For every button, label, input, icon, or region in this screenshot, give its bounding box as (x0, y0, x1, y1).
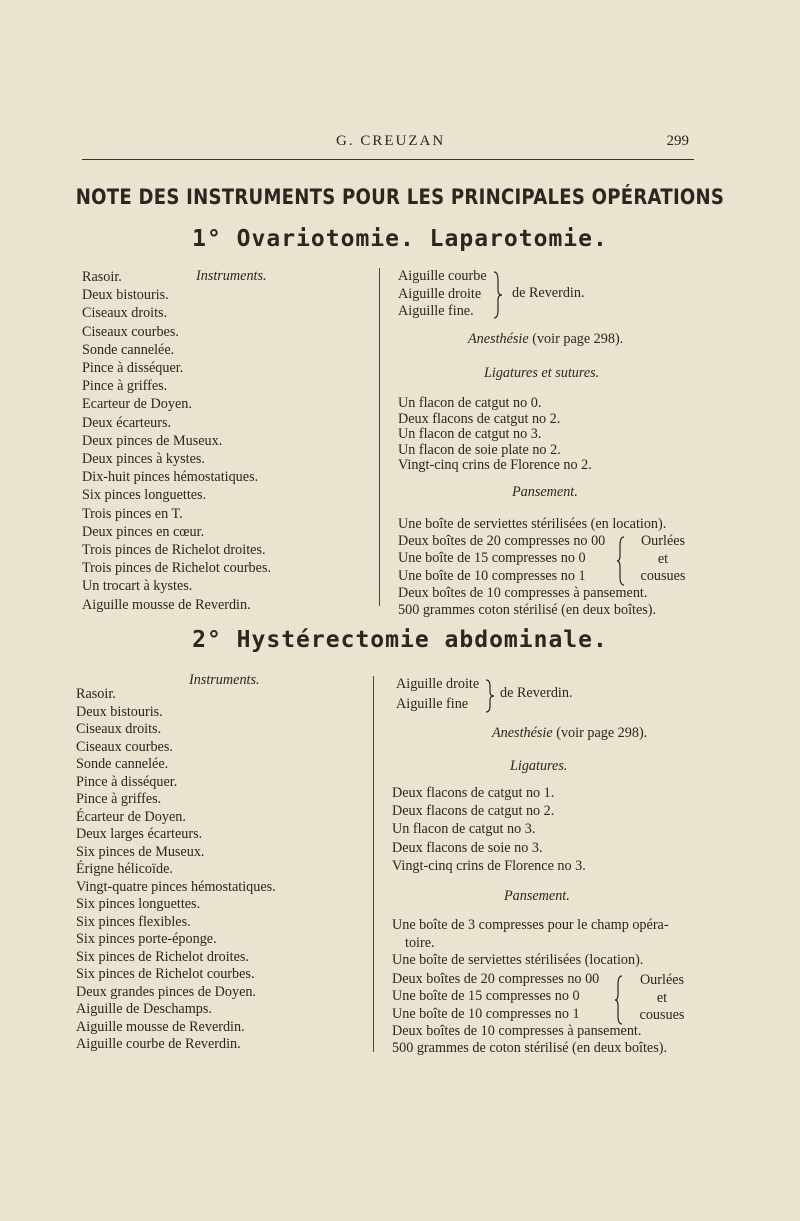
section2-right-column (392, 674, 702, 1064)
page-title: NOTE DES INSTRUMENTS POUR LES PRINCIPALES OPÉRATIONS (75, 185, 725, 209)
instrument-item: Six pinces flexibles. (76, 913, 191, 930)
pansement-line: Une boîte de 3 compresses pour le champ opéra- (392, 917, 669, 933)
instrument-item: Dix-huit pinces hémostatiques. (82, 469, 259, 486)
ligature-item: Deux flacons de catgut no 1. (392, 785, 555, 801)
needle-item: Aiguille droite (398, 285, 482, 302)
instrument-item: Deux larges écarteurs. (76, 826, 203, 842)
instrument-item: Trois pinces en T. (82, 505, 183, 522)
section2-pansement-first (392, 917, 669, 970)
instrument-item: Rasoir. (82, 269, 122, 285)
section1-heading: 1° Ovariotomie. Laparotomie. (192, 226, 608, 252)
note-line: cousues (640, 568, 686, 584)
instrument-item: Deux bistouris. (76, 703, 163, 720)
needle-item: Aiguille droite (396, 676, 480, 692)
section2-pansement-label: Pansement. (504, 888, 570, 904)
ligature-item: Vingt-cinq crins de Florence no 3. (392, 857, 586, 874)
instrument-item: Aiguille mousse de Reverdin. (76, 1018, 245, 1035)
section1-pansement-first: Une boîte de serviettes stérilisées (en location). (398, 516, 667, 532)
section1-pansement-braced (398, 533, 605, 585)
instrument-item: Ciseaux droits. (82, 305, 168, 322)
needle-item: Aiguille fine (396, 696, 469, 712)
instrument-item: Deux pinces en cœur. (82, 523, 205, 540)
section1-ligatures-label: Ligatures et sutures. (484, 365, 600, 381)
section2-needles-brace (484, 678, 496, 714)
instrument-item: Deux pinces de Museux. (82, 432, 223, 449)
section1-ligatures-list (398, 396, 592, 474)
anesthesie-ref: (voir page 298). (532, 331, 624, 347)
pansement-item: Une boîte de 10 compresses no 1 (392, 1005, 580, 1022)
needle-item: Aiguille fine. (398, 303, 474, 319)
running-head (0, 133, 800, 155)
pansement-item: 500 grammes coton stérilisé (en deux boîtes). (398, 602, 657, 618)
instrument-item: Pince à disséquer. (82, 360, 184, 377)
instrument-item: Pince à disséquer. (76, 773, 178, 790)
section2-pansement-rest (392, 1023, 667, 1057)
section1-anesthesie (468, 331, 623, 349)
note-line: et (657, 550, 669, 567)
pansement-item: 500 grammes de coton stérilisé (en deux boîtes). (392, 1040, 668, 1056)
instrument-item: Deux écarteurs. (82, 414, 172, 431)
ligature-item: Un flacon de catgut no 3. (398, 426, 542, 443)
section2-pansement-brace (615, 974, 625, 1026)
needle-item: Aiguille courbe (398, 268, 487, 284)
ligature-item: Deux flacons de catgut no 2. (398, 410, 561, 427)
section2-needles (396, 674, 479, 714)
pansement-line: Une boîte de serviettes stérilisées (location). (392, 952, 644, 968)
section1-instruments-label: Instruments. (196, 268, 267, 284)
note-line: et (656, 989, 668, 1006)
instrument-item: Deux bistouris. (82, 287, 169, 304)
section1-column-divider (379, 268, 380, 606)
section2-pansement-braced (392, 971, 599, 1023)
section1-instrument-list (82, 268, 372, 614)
instrument-item: Pince à griffes. (82, 378, 168, 395)
pansement-line: toire. (405, 934, 435, 951)
note-line: Ourlées (640, 533, 686, 549)
instrument-item: Deux pinces à kystes. (82, 451, 205, 468)
instrument-item: Trois pinces de Richelot droites. (82, 542, 266, 559)
section1-needles-suffix: de Reverdin. (512, 285, 585, 301)
section2-pansement-note (630, 972, 694, 1025)
pansement-item: Une boîte de 10 compresses no 1 (398, 567, 586, 584)
instrument-item: Pince à griffes. (76, 791, 162, 807)
instrument-item: Érigne hélicoïde. (76, 861, 173, 877)
pansement-item: Deux boîtes de 10 compresses à pansement. (392, 1023, 642, 1039)
pansement-item: Deux boîtes de 20 compresses no 00 (398, 533, 606, 549)
instrument-item: Un trocart à kystes. (82, 578, 193, 595)
author-name: G. CREUZAN (336, 133, 446, 149)
ligature-item: Un flacon de soie plate no 2. (398, 441, 561, 458)
instrument-item: Six pinces porte-éponge. (76, 931, 217, 947)
pansement-item: Deux boîtes de 20 compresses no 00 (392, 971, 600, 987)
instrument-item: Sonde cannelée. (76, 756, 169, 772)
instrument-item: Six pinces de Museux. (76, 843, 205, 860)
instrument-item: Vingt-quatre pinces hémostatiques. (76, 878, 276, 895)
section1-pansement-brace (617, 535, 627, 587)
ligature-item: Un flacon de catgut no 0. (398, 395, 542, 411)
instrument-item: Aiguille courbe de Reverdin. (76, 1036, 241, 1052)
instrument-item: Aiguille de Deschamps. (76, 1001, 212, 1017)
section2-instruments-label: Instruments. (189, 672, 260, 688)
anesthesie-label: Anesthésie (468, 331, 529, 347)
instrument-item: Six pinces longuettes. (76, 896, 201, 912)
note-line: Ourlées (639, 972, 685, 988)
instrument-item: Aiguille mousse de Reverdin. (82, 596, 251, 613)
section2-ligatures-label: Ligatures. (510, 758, 568, 774)
instrument-item: Deux grandes pinces de Doyen. (76, 983, 257, 1000)
instrument-item: Trois pinces de Richelot courbes. (82, 560, 272, 577)
pansement-item: Une boîte de 15 compresses no 0 (398, 550, 586, 567)
ligature-item: Vingt-cinq crins de Florence no 2. (398, 457, 592, 474)
section2-anesthesie (492, 725, 647, 743)
pansement-item: Deux boîtes de 10 compresses à pansement. (398, 585, 648, 601)
section1-pansement-label: Pansement. (512, 484, 578, 500)
section2-instrument-list (76, 686, 276, 1054)
instrument-item: Six pinces de Richelot droites. (76, 948, 249, 965)
instrument-item: Six pinces longuettes. (82, 487, 207, 504)
instrument-item: Sonde cannelée. (82, 341, 175, 358)
instrument-item: Écarteur de Doyen. (76, 808, 186, 825)
instrument-item: Rasoir. (76, 686, 116, 702)
instrument-item: Ciseaux courbes. (76, 738, 173, 755)
anesthesie-ref: (voir page 298). (556, 725, 648, 741)
section1-pansement-note (636, 533, 690, 586)
section2-heading: 2° Hystérectomie abdominale. (192, 627, 608, 653)
page-number: 299 (666, 133, 689, 149)
instrument-item: Ecarteur de Doyen. (82, 396, 192, 413)
pansement-item: Une boîte de 15 compresses no 0 (392, 988, 580, 1005)
section1-right-column (398, 268, 698, 618)
section1-needles-brace (492, 270, 504, 320)
instrument-item: Ciseaux courbes. (82, 323, 179, 340)
anesthesie-label: Anesthésie (492, 725, 553, 741)
section2-needles-suffix: de Reverdin. (500, 685, 573, 701)
ligature-item: Deux flacons de catgut no 2. (392, 803, 555, 820)
section1-instruments-column (82, 268, 372, 614)
note-line: cousues (639, 1007, 685, 1023)
section1-pansement-rest (398, 585, 656, 619)
ligature-item: Un flacon de catgut no 3. (392, 821, 536, 838)
header-rule (82, 159, 694, 160)
instrument-item: Six pinces de Richelot courbes. (76, 966, 255, 982)
ligature-item: Deux flacons de soie no 3. (392, 839, 543, 856)
section2-column-divider (373, 676, 374, 1052)
section1-needles (398, 268, 487, 321)
section2-ligatures-list (392, 784, 586, 875)
instrument-item: Ciseaux droits. (76, 721, 162, 737)
